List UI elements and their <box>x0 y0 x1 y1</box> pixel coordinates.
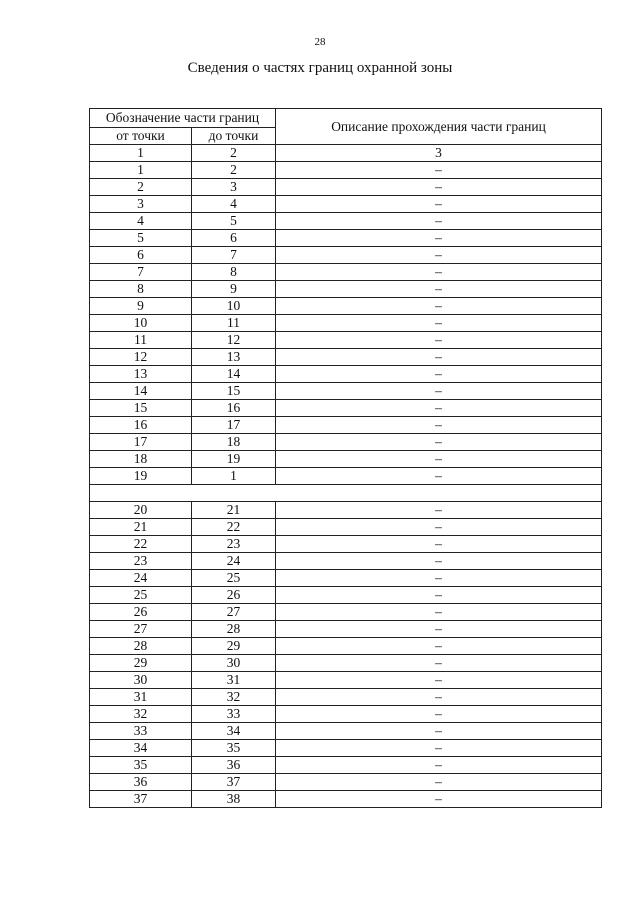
description-cell: – <box>276 349 602 366</box>
from-point-cell: 30 <box>90 672 192 689</box>
to-point-cell: 8 <box>192 264 276 281</box>
from-point-cell: 20 <box>90 502 192 519</box>
from-point-cell: 31 <box>90 689 192 706</box>
to-point-cell: 3 <box>192 179 276 196</box>
to-point-cell: 17 <box>192 417 276 434</box>
from-point-cell: 29 <box>90 655 192 672</box>
table-row <box>90 417 602 434</box>
description-cell: – <box>276 315 602 332</box>
from-point-cell: 5 <box>90 230 192 247</box>
description-cell: – <box>276 468 602 485</box>
from-point-cell: 19 <box>90 468 192 485</box>
to-point-cell: 25 <box>192 570 276 587</box>
table-row <box>90 723 602 740</box>
to-point-cell: 23 <box>192 536 276 553</box>
table-row <box>90 315 602 332</box>
to-point-cell: 38 <box>192 791 276 808</box>
table-row <box>90 332 602 349</box>
header-to-point: до точки <box>192 128 276 145</box>
table-row <box>90 621 602 638</box>
header-boundary-description: Описание прохождения части границ <box>276 109 602 145</box>
description-cell: – <box>276 757 602 774</box>
document-title: Сведения о частях границ охранной зоны <box>187 60 453 76</box>
table-body <box>90 145 602 808</box>
section-separator-cell <box>90 485 602 502</box>
description-cell: – <box>276 230 602 247</box>
table-row <box>90 179 602 196</box>
from-point-cell: 7 <box>90 264 192 281</box>
to-point-cell: 13 <box>192 349 276 366</box>
boundary-parts-table <box>89 108 602 808</box>
to-point-cell: 29 <box>192 638 276 655</box>
table-row <box>90 689 602 706</box>
table-row <box>90 451 602 468</box>
description-cell: – <box>276 791 602 808</box>
from-point-cell: 26 <box>90 604 192 621</box>
from-point-cell: 10 <box>90 315 192 332</box>
table-row <box>90 213 602 230</box>
table-row <box>90 570 602 587</box>
from-point-cell: 37 <box>90 791 192 808</box>
from-point-cell: 9 <box>90 298 192 315</box>
to-point-cell: 31 <box>192 672 276 689</box>
to-point-cell: 1 <box>192 468 276 485</box>
description-cell: – <box>276 723 602 740</box>
from-point-cell: 1 <box>90 162 192 179</box>
table-row <box>90 383 602 400</box>
table-row <box>90 468 602 485</box>
from-point-cell: 11 <box>90 332 192 349</box>
to-point-cell: 12 <box>192 332 276 349</box>
to-point-cell: 28 <box>192 621 276 638</box>
to-point-cell: 19 <box>192 451 276 468</box>
from-point-cell: 14 <box>90 383 192 400</box>
description-cell: – <box>276 519 602 536</box>
to-point-cell: 18 <box>192 434 276 451</box>
description-cell: – <box>276 604 602 621</box>
description-cell: – <box>276 264 602 281</box>
table-row <box>90 655 602 672</box>
from-point-cell: 15 <box>90 400 192 417</box>
header-from-point: от точки <box>90 128 192 145</box>
description-cell: – <box>276 281 602 298</box>
to-point-cell: 26 <box>192 587 276 604</box>
from-point-cell: 27 <box>90 621 192 638</box>
from-point-cell: 21 <box>90 519 192 536</box>
description-cell: – <box>276 400 602 417</box>
description-cell: – <box>276 689 602 706</box>
from-point-cell: 33 <box>90 723 192 740</box>
description-cell: – <box>276 247 602 264</box>
description-cell: – <box>276 162 602 179</box>
table-row <box>90 247 602 264</box>
table-row <box>90 791 602 808</box>
from-point-cell: 36 <box>90 774 192 791</box>
table-row <box>90 536 602 553</box>
from-point-cell: 32 <box>90 706 192 723</box>
table-row <box>90 519 602 536</box>
description-cell: – <box>276 553 602 570</box>
column-index-row <box>90 145 602 162</box>
from-point-cell: 22 <box>90 536 192 553</box>
description-cell: – <box>276 638 602 655</box>
table-row <box>90 264 602 281</box>
to-point-cell: 22 <box>192 519 276 536</box>
description-cell: 3 <box>276 145 602 162</box>
table-row <box>90 672 602 689</box>
table-row <box>90 349 602 366</box>
from-point-cell: 2 <box>90 179 192 196</box>
from-point-cell: 35 <box>90 757 192 774</box>
table-row <box>90 706 602 723</box>
from-point-cell: 18 <box>90 451 192 468</box>
table-row <box>90 366 602 383</box>
section-separator-row <box>90 485 602 502</box>
to-point-cell: 32 <box>192 689 276 706</box>
to-point-cell: 7 <box>192 247 276 264</box>
description-cell: – <box>276 332 602 349</box>
to-point-cell: 6 <box>192 230 276 247</box>
table-row <box>90 230 602 247</box>
from-point-cell: 13 <box>90 366 192 383</box>
description-cell: – <box>276 655 602 672</box>
to-point-cell: 10 <box>192 298 276 315</box>
header-boundary-part-designation: Обозначение части границ <box>90 109 276 128</box>
table-row <box>90 757 602 774</box>
to-point-cell: 2 <box>192 145 276 162</box>
description-cell: – <box>276 434 602 451</box>
description-cell: – <box>276 366 602 383</box>
to-point-cell: 27 <box>192 604 276 621</box>
page-number: 28 <box>314 36 326 48</box>
to-point-cell: 15 <box>192 383 276 400</box>
to-point-cell: 21 <box>192 502 276 519</box>
table-row <box>90 774 602 791</box>
table-row <box>90 298 602 315</box>
to-point-cell: 11 <box>192 315 276 332</box>
to-point-cell: 34 <box>192 723 276 740</box>
description-cell: – <box>276 417 602 434</box>
from-point-cell: 25 <box>90 587 192 604</box>
to-point-cell: 35 <box>192 740 276 757</box>
table-row <box>90 553 602 570</box>
description-cell: – <box>276 536 602 553</box>
from-point-cell: 23 <box>90 553 192 570</box>
to-point-cell: 5 <box>192 213 276 230</box>
description-cell: – <box>276 621 602 638</box>
description-cell: – <box>276 672 602 689</box>
description-cell: – <box>276 706 602 723</box>
to-point-cell: 16 <box>192 400 276 417</box>
to-point-cell: 30 <box>192 655 276 672</box>
description-cell: – <box>276 196 602 213</box>
to-point-cell: 4 <box>192 196 276 213</box>
from-point-cell: 4 <box>90 213 192 230</box>
from-point-cell: 17 <box>90 434 192 451</box>
description-cell: – <box>276 570 602 587</box>
to-point-cell: 9 <box>192 281 276 298</box>
description-cell: – <box>276 213 602 230</box>
to-point-cell: 36 <box>192 757 276 774</box>
to-point-cell: 2 <box>192 162 276 179</box>
description-cell: – <box>276 383 602 400</box>
table-row <box>90 196 602 213</box>
from-point-cell: 28 <box>90 638 192 655</box>
description-cell: – <box>276 298 602 315</box>
table-row <box>90 604 602 621</box>
table-row <box>90 638 602 655</box>
table-row <box>90 400 602 417</box>
description-cell: – <box>276 740 602 757</box>
table-row <box>90 281 602 298</box>
description-cell: – <box>276 587 602 604</box>
from-point-cell: 24 <box>90 570 192 587</box>
description-cell: – <box>276 774 602 791</box>
from-point-cell: 12 <box>90 349 192 366</box>
from-point-cell: 16 <box>90 417 192 434</box>
from-point-cell: 8 <box>90 281 192 298</box>
table-row <box>90 502 602 519</box>
from-point-cell: 6 <box>90 247 192 264</box>
from-point-cell: 3 <box>90 196 192 213</box>
to-point-cell: 14 <box>192 366 276 383</box>
table-row <box>90 162 602 179</box>
table-row <box>90 740 602 757</box>
description-cell: – <box>276 451 602 468</box>
description-cell: – <box>276 502 602 519</box>
to-point-cell: 37 <box>192 774 276 791</box>
description-cell: – <box>276 179 602 196</box>
to-point-cell: 24 <box>192 553 276 570</box>
from-point-cell: 1 <box>90 145 192 162</box>
table-row <box>90 587 602 604</box>
to-point-cell: 33 <box>192 706 276 723</box>
table-row <box>90 434 602 451</box>
from-point-cell: 34 <box>90 740 192 757</box>
